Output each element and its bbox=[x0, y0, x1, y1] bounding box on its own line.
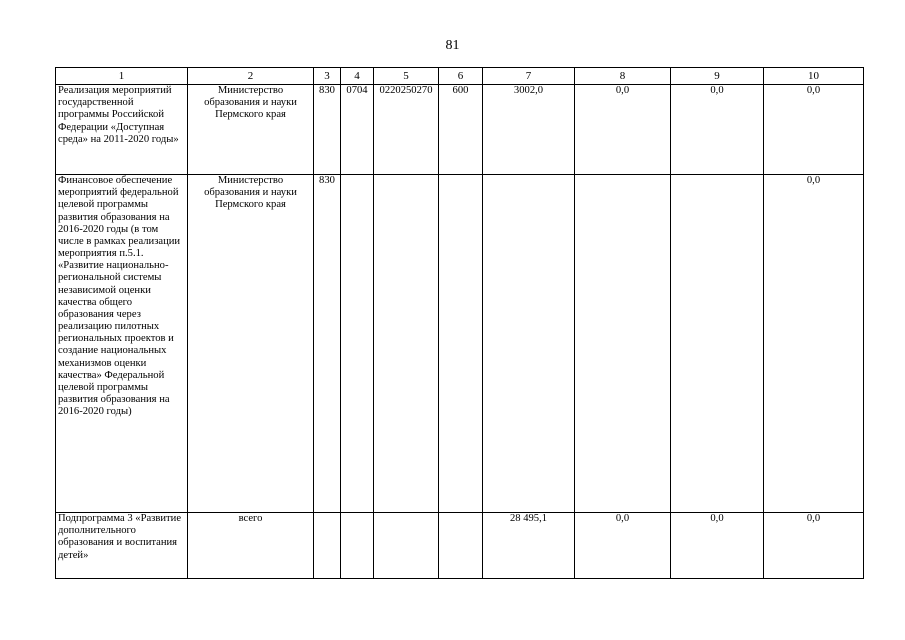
page-number: 81 bbox=[445, 38, 460, 53]
row-code-4: 0704 bbox=[341, 85, 374, 175]
row-code-6: 600 bbox=[439, 85, 483, 175]
header-col-4: 4 bbox=[341, 68, 374, 85]
row-value-7: 3002,0 bbox=[483, 85, 575, 175]
table-row bbox=[56, 513, 864, 579]
row-code-6 bbox=[439, 513, 483, 579]
table-row bbox=[56, 175, 864, 513]
row-description: Подпрограмма 3 «Развитие дополнительного образования и воспитания детей» bbox=[56, 513, 188, 579]
row-value-8 bbox=[575, 175, 671, 513]
row-value-8: 0,0 bbox=[575, 85, 671, 175]
row-value-7: 28 495,1 bbox=[483, 513, 575, 579]
header-col-7: 7 bbox=[483, 68, 575, 85]
row-code-3 bbox=[314, 513, 341, 579]
row-value-10: 0,0 bbox=[764, 175, 864, 513]
header-col-2: 2 bbox=[188, 68, 314, 85]
row-administrator: Министерство образования и науки Пермского края bbox=[188, 175, 314, 513]
row-value-8: 0,0 bbox=[575, 513, 671, 579]
row-description: Финансовое обеспечение мероприятий федеральной целевой программы развития образования на 2016-2020 годы (в том числе в рамках реализации мероприятия п.5.1. «Развитие национально-региональной системы независимой оценки качества общего образования через реализацию пилотных региональных проектов и создание национальных механизмов оценки качества» Федеральной целевой программы развития образования на 2016-2020 годы) bbox=[56, 175, 188, 513]
row-value-7 bbox=[483, 175, 575, 513]
header-col-10: 10 bbox=[764, 68, 864, 85]
header-col-8: 8 bbox=[575, 68, 671, 85]
row-code-5 bbox=[374, 175, 439, 513]
row-value-10: 0,0 bbox=[764, 513, 864, 579]
row-description: Реализация мероприятий государственной программы Российской Федерации «Доступная среда» на 2011-2020 годы» bbox=[56, 85, 188, 175]
table-row bbox=[56, 85, 864, 175]
row-value-9: 0,0 bbox=[671, 85, 764, 175]
row-code-5: 0220250270 bbox=[374, 85, 439, 175]
row-code-6 bbox=[439, 175, 483, 513]
header-col-1: 1 bbox=[56, 68, 188, 85]
row-value-9 bbox=[671, 175, 764, 513]
budget-table bbox=[55, 67, 864, 579]
row-value-10: 0,0 bbox=[764, 85, 864, 175]
row-administrator: всего bbox=[188, 513, 314, 579]
row-code-3: 830 bbox=[314, 85, 341, 175]
header-col-5: 5 bbox=[374, 68, 439, 85]
row-code-5 bbox=[374, 513, 439, 579]
row-code-3: 830 bbox=[314, 175, 341, 513]
header-col-3: 3 bbox=[314, 68, 341, 85]
row-value-9: 0,0 bbox=[671, 513, 764, 579]
row-code-4 bbox=[341, 513, 374, 579]
header-row bbox=[56, 68, 864, 85]
header-col-6: 6 bbox=[439, 68, 483, 85]
row-code-4 bbox=[341, 175, 374, 513]
row-administrator: Министерство образования и науки Пермского края bbox=[188, 85, 314, 175]
header-col-9: 9 bbox=[671, 68, 764, 85]
